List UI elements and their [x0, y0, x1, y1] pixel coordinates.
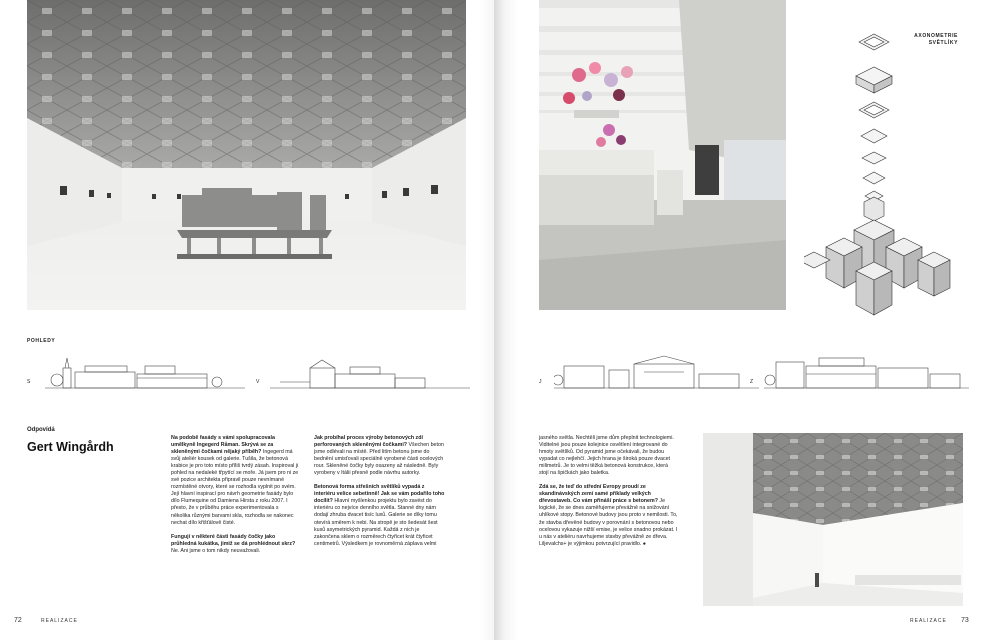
axonometry-caption-line1: AXONOMETRIE [914, 33, 958, 39]
page-number-left: 72 [14, 617, 22, 624]
question: Betonová forma střešních světlíků vypadá z interiéru velice sebetinně! Jak se vám podařilo toho docílit? [314, 484, 445, 505]
interior-with-flowers-photo [539, 0, 786, 310]
question: Fungují v některé části fasády čočky jako průhledná kukátka, jimiž se dá prohlédnout skrz? [171, 533, 296, 547]
section-label-right: REALIZACE [910, 618, 947, 624]
answer: Ingegerd má svůj ateliér kousek od galerie. Tušila, že betonová krabice je pro toto místo příliš tvrdý zásah. Inspiroval ji pohled na nedaleké třpytící se moře. Já jsem pro ni ze své pozice architekta připravil pouze nevnímané rozmístěné otvory, které se rozhodla vyplnit po svém. Její hlavní inspirací pro návrh geometrie fasády bylo dílo Flumequine od Damiena Hirsta z roku 2007. I přesto, že v průběhu práce experimentovala s několika různými barvami skla, rozhodla se nakonec nechat dílo křišťálově čisté. [171, 449, 299, 526]
text-column-3 [539, 435, 679, 555]
gallery-interior-photo [27, 0, 466, 310]
elevation-letter-z: Z [750, 379, 754, 385]
elevations-label: POHLEDY [27, 338, 56, 344]
text-column-1 [171, 435, 299, 562]
answer: Hlavní myšlenkou projektu bylo zavést do interiéru co nejvíce denního světla. Stanné dny nám dodají zhruba dvacet tisíc luxů. Galerie se díky tomu otevírá směrem k nebi. Na stropě je sto šedesát šest kusů asymetrických pyramid. Každá z nich je zakončena sklem o rozměrech čtyřicet krát čtyřicet centimetrů. Výsledkem je rovnoměrná záplava velmi [314, 498, 438, 547]
elevation-letter-v: V [256, 379, 260, 385]
gutter-shadow [480, 0, 494, 640]
answer: Je logické, že se dnes zaměřujeme převážně na snižování uhlíkové stopy. Betonové budovy jsou proto v nemilosti. To, že stavba dřevěné budovy v porovnání s betonovou nebo ocelovou vykazuje nižší emise, je velice snadno prokázat. I u nás v ateliéru navrhujeme stavby převážně ze dřeva. Liljevalchs+ je výjimkou potvrzující pravidlo. ● [539, 498, 678, 547]
page-number-right: 73 [961, 617, 969, 624]
axonometry-caption-line2: SVĚTLÍKY [928, 40, 958, 46]
gallery-hall-photo [703, 433, 963, 606]
text-column-2 [314, 435, 445, 555]
section-label-left: REALIZACE [41, 618, 78, 624]
answer-label: Odpovídá [27, 427, 55, 433]
question: Zdá se, že teď do střední Evropy proudí ze skandinávských zemí samé příklady velkých dřevostaveb. Co vám přináší práce s betonem? [539, 484, 658, 505]
elevation-letter-j: J [539, 379, 542, 385]
right-page [494, 0, 988, 640]
skylight-axonometry-drawing [804, 30, 954, 325]
question: Jak probíhal proces výroby betonových zdí perforovaných skleněnými čočkami? [314, 435, 423, 449]
answer: Všechen beton jsme odlévali na místě. Před litím betonu jsme do bednění umisťovali speciálně vyrobené části ocelových rour. Skleněné čočky byly osazeny až následně. Byly vyrobeny v Itálii přesně podle návrhu autorky. [314, 442, 444, 477]
answer: Ne. Ani jsme o tom nikdy neuvažovali. [171, 547, 261, 554]
answer: jasného světla. Nechtěli jsme dům přeplnit technologiemi. Viditelné jsou pouze kolejnice osvětlení integrované do hmoty světlíků. Od pyramid jsme očekávali, že budou vypadat co nejlehčí. Jejich hrana je široká pouze dvacet milimetrů. Je to velmi těžká betonová konstrukce, která stojí na špičkách jako baletka. [539, 435, 674, 477]
elevation-letter-s: S [27, 379, 31, 385]
author-name: Gert Wingårdh [27, 440, 114, 454]
question: Na podobě fasády s vámi spolupracovala umělkyně Ingegerd Råman. Skrývá se za skleněnými čočkami nějaký příběh? [171, 435, 275, 456]
